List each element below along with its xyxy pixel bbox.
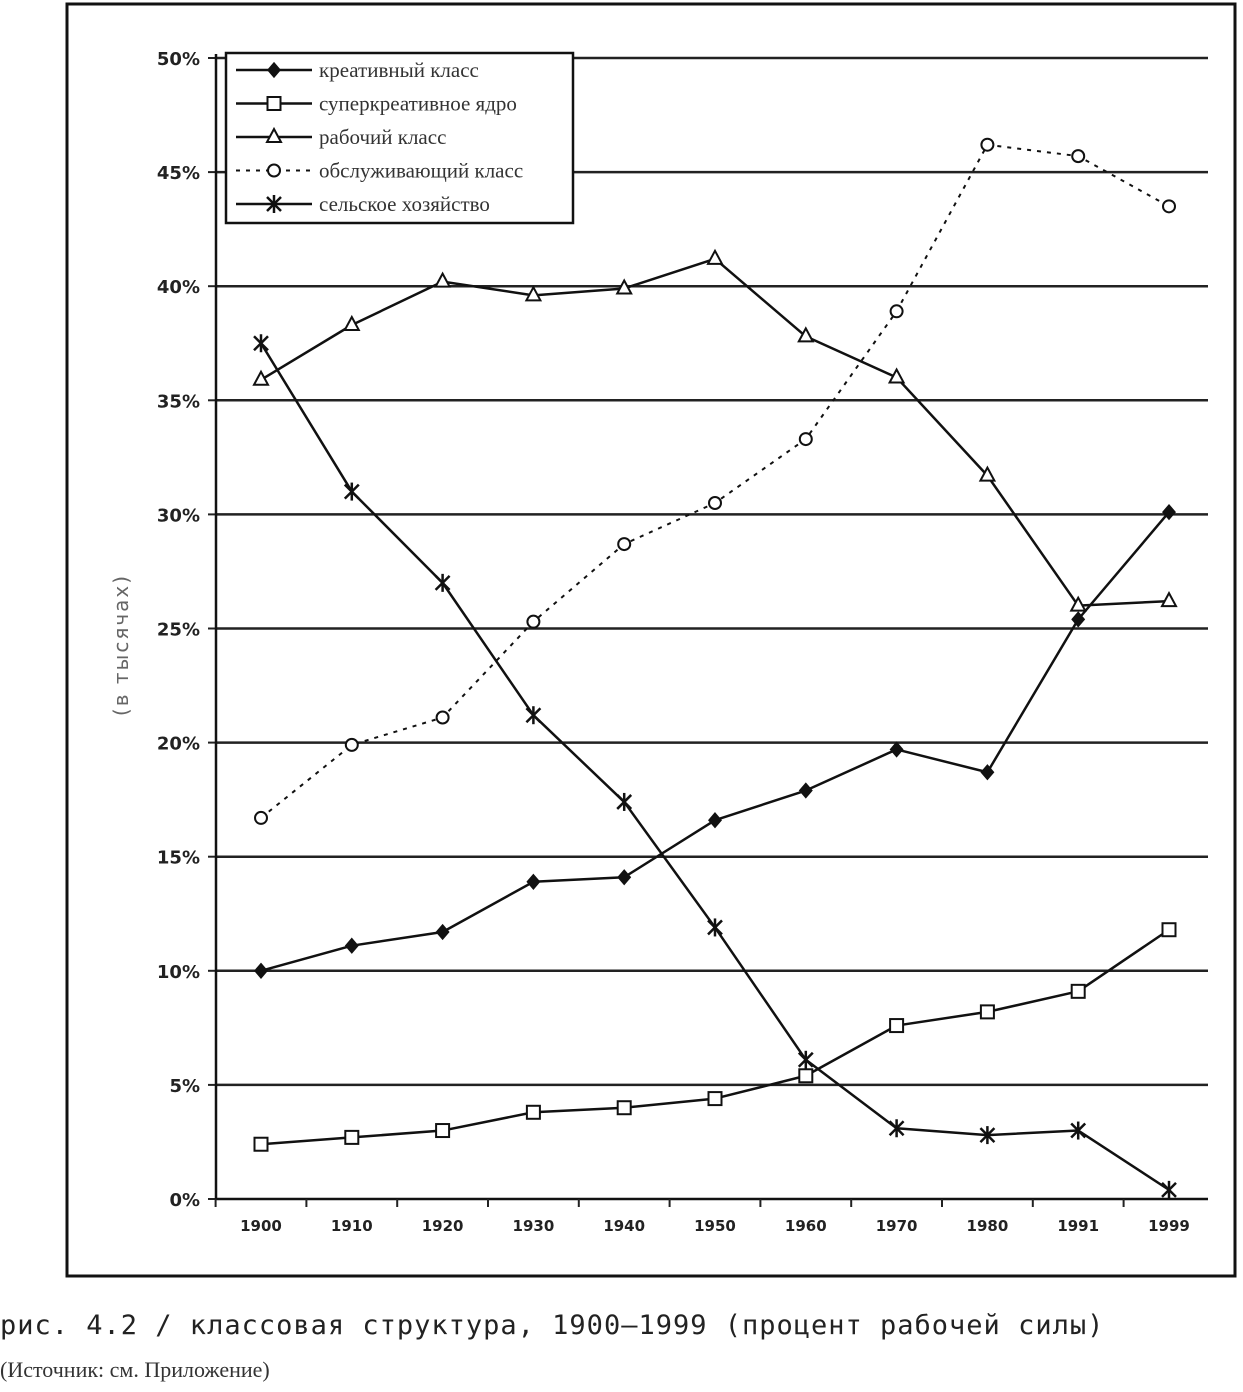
data-point xyxy=(255,964,267,978)
x-tick-label: 1991 xyxy=(1057,1217,1100,1235)
figure-source: (Источник: см. Приложение) xyxy=(0,1357,270,1382)
data-point xyxy=(1162,1181,1176,1199)
legend-marker xyxy=(268,165,280,177)
x-tick-label: 1900 xyxy=(240,1217,282,1235)
data-point xyxy=(799,1069,812,1082)
y-tick-label: 5% xyxy=(169,1075,200,1097)
data-point xyxy=(617,793,631,811)
data-point xyxy=(255,812,267,824)
y-tick-label: 20% xyxy=(156,733,200,755)
y-tick-label: 0% xyxy=(169,1190,200,1211)
x-tick-label: 1970 xyxy=(875,1217,918,1235)
x-tick-label: 1960 xyxy=(784,1217,827,1235)
data-point xyxy=(1163,923,1176,936)
y-tick-label: 15% xyxy=(156,847,200,869)
data-point xyxy=(527,1106,540,1119)
y-tick-label: 10% xyxy=(156,961,200,983)
x-tick-label: 1920 xyxy=(421,1217,464,1235)
data-point xyxy=(527,616,539,628)
data-point xyxy=(436,574,450,592)
x-tick-label: 1980 xyxy=(966,1217,1009,1235)
data-point xyxy=(709,813,721,827)
legend-marker xyxy=(268,97,281,110)
legend-label: рабочий класс xyxy=(319,125,447,149)
data-point xyxy=(436,274,450,287)
series-line xyxy=(261,259,1169,606)
y-tick-label: 40% xyxy=(156,277,200,299)
x-tick-label: 1940 xyxy=(603,1217,646,1235)
data-point xyxy=(527,875,539,889)
data-point xyxy=(799,328,813,341)
y-tick-label: 50% xyxy=(156,49,200,70)
x-tick-label: 1999 xyxy=(1148,1217,1190,1235)
data-point xyxy=(709,1092,722,1105)
y-tick-label: 30% xyxy=(156,505,200,527)
data-point xyxy=(1163,200,1175,212)
x-tick-label: 1910 xyxy=(330,1217,373,1235)
y-axis-title: (в тысячах) xyxy=(109,573,133,717)
data-point xyxy=(891,742,903,756)
data-point xyxy=(800,433,812,445)
data-point xyxy=(618,1101,631,1114)
legend-label: обслуживающий класс xyxy=(319,158,524,183)
data-point xyxy=(1162,593,1176,606)
data-point xyxy=(891,305,903,317)
data-point xyxy=(346,739,358,751)
series-line xyxy=(261,145,1169,818)
legend-label: сельское хозяйство xyxy=(319,192,490,216)
data-point xyxy=(437,925,449,939)
data-point xyxy=(255,1138,268,1151)
data-point xyxy=(618,870,630,884)
data-point xyxy=(890,1019,903,1032)
data-point xyxy=(799,1051,813,1069)
data-point xyxy=(708,918,722,936)
data-point xyxy=(437,711,449,723)
legend-label: суперкреативное ядро xyxy=(319,91,517,116)
data-point xyxy=(800,784,812,798)
data-point xyxy=(345,1131,358,1144)
figure-caption: рис. 4.2 / классовая структура, 1900–1999 (процент рабочей силы) xyxy=(0,1310,1105,1341)
y-tick-label: 25% xyxy=(156,619,200,641)
series-line xyxy=(261,930,1169,1145)
y-tick-label: 45% xyxy=(156,163,200,185)
x-tick-label: 1930 xyxy=(512,1217,555,1235)
legend-label: креативный класс xyxy=(319,58,479,82)
data-point xyxy=(346,939,358,953)
x-tick-label: 1950 xyxy=(694,1217,736,1235)
data-point xyxy=(1072,985,1085,998)
y-tick-label: 35% xyxy=(156,391,200,413)
data-point xyxy=(708,251,722,264)
data-point xyxy=(345,483,359,501)
data-point xyxy=(436,1124,449,1137)
data-point xyxy=(526,706,540,724)
data-point xyxy=(981,1005,994,1018)
data-point xyxy=(618,538,630,550)
series-line xyxy=(261,343,1169,1190)
data-point xyxy=(1072,150,1084,162)
data-point xyxy=(254,334,268,352)
data-point xyxy=(981,139,993,151)
data-point xyxy=(709,497,721,509)
